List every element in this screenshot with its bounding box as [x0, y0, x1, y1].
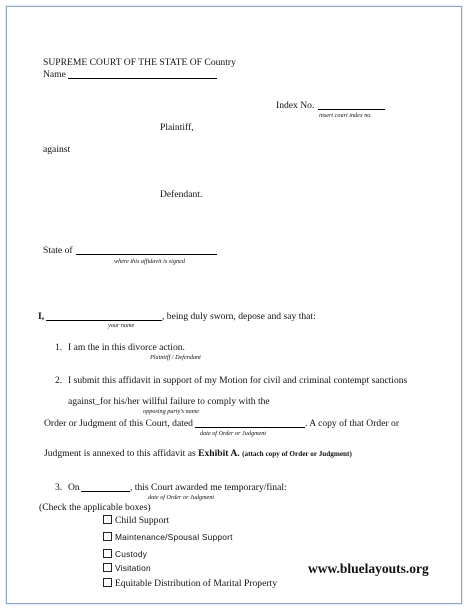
item3-number: 3.	[55, 482, 63, 493]
option-custody[interactable]	[103, 549, 147, 559]
item1-hint: Plaintiff / Defendant	[150, 354, 201, 361]
checkbox-icon[interactable]	[103, 515, 112, 524]
watermark: www.bluelayouts.org	[308, 561, 429, 576]
attach-note: (attach copy of Order or Judgment)	[242, 450, 352, 458]
exhibit-a: Exhibit A.	[198, 448, 240, 459]
item2-number: 2.	[55, 375, 63, 386]
option-label: Equitable Distribution of Marital Property	[115, 578, 277, 589]
checkbox-icon[interactable]	[103, 578, 112, 587]
order-date-field[interactable]	[195, 427, 305, 428]
item2-line3a: Order or Judgment of this Court, dated	[44, 418, 193, 429]
your-name-hint: your name	[108, 322, 135, 329]
state-label: State of	[43, 245, 73, 256]
option-maintenance[interactable]	[103, 532, 233, 542]
check-note: (Check the applicable boxes)	[39, 502, 151, 513]
item3-text: , this Court awarded me temporary/final:	[130, 482, 287, 493]
item1-text: I am the in this divorce action.	[68, 342, 185, 353]
item2-party-hint: opposing party's name	[143, 408, 199, 415]
item1-number: 1.	[55, 342, 63, 353]
award-date-hint: date of Order or Judgment	[148, 494, 215, 501]
index-field[interactable]	[318, 109, 385, 110]
award-date-field[interactable]	[81, 491, 130, 492]
defendant-label: Defendant.	[160, 189, 203, 200]
intro-prefix: I,	[38, 311, 45, 322]
against-label: against	[43, 144, 71, 155]
checkbox-icon[interactable]	[103, 532, 112, 541]
intro-suffix: , being duly sworn, depose and say that:	[162, 311, 316, 322]
checkbox-icon[interactable]	[103, 549, 112, 558]
option-label: Visitation	[115, 563, 151, 573]
option-label: Maintenance/Spousal Support	[115, 532, 233, 542]
option-label: Child Support	[115, 515, 170, 526]
plaintiff-label: Plaintiff,	[160, 122, 194, 133]
court-title: SUPREME COURT OF THE STATE OF Country	[43, 57, 236, 68]
index-hint: insert court index no.	[319, 112, 372, 119]
item3-on: On	[68, 482, 80, 493]
item2-line1: I submit this affidavit in support of my Motion for civil and criminal contempt sanctions	[68, 375, 408, 386]
item2-line3b: . A copy of that Order or	[305, 418, 400, 429]
item2-line4	[44, 448, 352, 459]
index-label: Index No.	[276, 100, 315, 111]
name-label: Name	[43, 69, 66, 80]
option-visitation[interactable]	[103, 563, 151, 573]
item2-line2: against_for his/her willful failure to comply with the	[68, 396, 270, 407]
order-date-hint: date of Order or Judgment	[200, 430, 267, 437]
state-hint: where this affidavit is signed	[114, 258, 185, 265]
state-field[interactable]	[76, 254, 217, 255]
option-equitable-distribution[interactable]	[103, 578, 277, 589]
item2-line4a: Judgment is annexed to this affidavit as	[44, 448, 199, 459]
name-field[interactable]	[68, 78, 217, 79]
your-name-field[interactable]	[46, 320, 162, 321]
option-label: Custody	[115, 549, 148, 559]
document-frame	[6, 6, 462, 604]
option-child-support[interactable]	[103, 515, 169, 526]
checkbox-icon[interactable]	[103, 563, 112, 572]
